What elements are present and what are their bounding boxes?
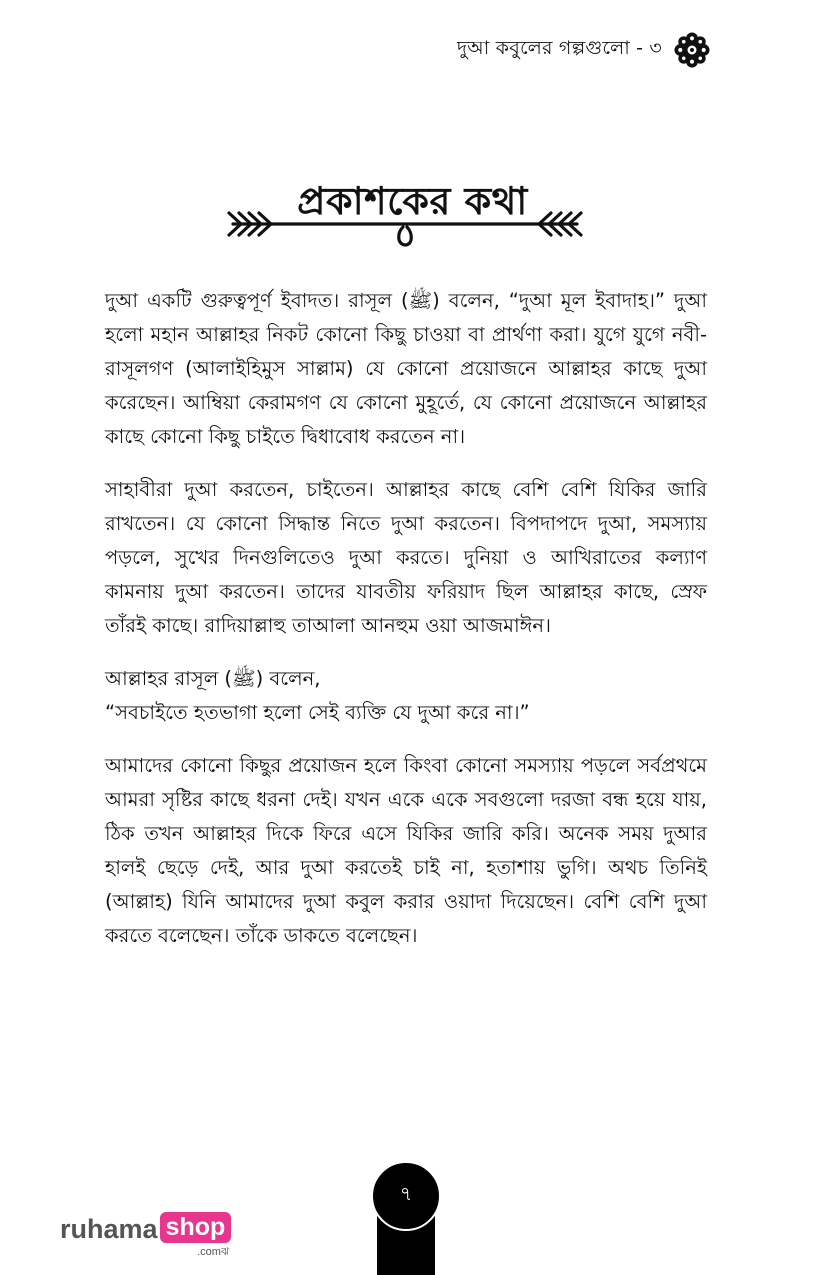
flower-ornament-icon [674, 32, 710, 68]
chapter-title: প্রকাশকের কথা [297, 179, 528, 223]
hadith-quote [105, 662, 707, 730]
body-text [105, 284, 707, 972]
logo-shop-text: shop [160, 1212, 232, 1243]
quote-text: “সবচাইতে হতভাগা হলো সেই ব্যক্তি যে দুআ করে না।” [105, 701, 530, 724]
logo-shop-badge [160, 1212, 232, 1258]
paragraph-2: সাহাবীরা দুআ করতেন, চাইতেন। আল্লাহর কাছে বেশি বেশি যিকির জারি রাখতেন। যে কোনো সিদ্ধান্ত নিতে দুআ করতেন। বিপদাপদে দুআ, সমস্যায় পড়লে, সুখের দিনগুলিতেও দুআ করতে। দুনিয়া ও আখিরাতের কল্যাণ কামনায় দুআ করতেন। তাদের যাবতীয় ফরিয়াদ ছিল আল্লাহর কাছে, স্রেফ তাঁরই কাছে। রাদিয়াল্লাহু তাআলা আনহুম ওয়া আজমাঈন। [105, 478, 707, 637]
quote-intro: আল্লাহর রাসূল (ﷺ) বলেন, [105, 667, 321, 690]
page-number-badge [371, 1161, 441, 1231]
logo-wordmark: ruhama [60, 1214, 158, 1244]
page-number: ৭ [399, 1183, 413, 1205]
paragraph-3: আমাদের কোনো কিছুর প্রয়োজন হলে কিংবা কোনো সমস্যায় পড়লে সর্বপ্রথমে আমরা সৃষ্টির কাছে ধরনা দেই। যখন একে একে সবগুলো দরজা বন্ধ হয়ে যায়, ঠিক তখন আল্লাহর দিকে ফিরে এসে যিকির জারি করি। অনেক সময় দুআর হালই ছেড়ে দেই, আর দুআ করতেই চাই না, হতাশায় ভুগি। অথচ তিনিই (আল্লাহ) যিনি আমাদের দুআ কবুল করার ওয়াদা দিয়েছেন। বেশি বেশি দুআ করতে বলেছেন। তাঁকে ডাকতে বলেছেন। [105, 754, 707, 947]
arrow-divider-ornament-icon [225, 205, 585, 253]
book-title: দুআ কবুলের গল্পগুলো - ৩ [457, 37, 662, 59]
logo-domain: .comঝ [197, 1246, 230, 1258]
paragraph-1: দুআ একটি গুরুত্বপূর্ণ ইবাদত। রাসূল (ﷺ) বলেন, “দুআ মূল ইবাদাহ।” দুআ হলো মহান আল্লাহর নিকট কোনো কিছু চাওয়া বা প্রার্থণা করা। যুগে যুগে নবী-রাসূলগণ (আলাইহিমুস সাল্লাম) যে কোনো প্রয়োজনে আল্লাহর কাছে দুআ করেছেন। আম্বিয়া কেরামগণ যে কোনো মুহূর্তে, যে কোনো প্রয়োজনে আল্লাহর কাছে কোনো কিছু চাইতে দ্বিধাবোধ করতেন না। [105, 289, 707, 448]
running-header [380, 30, 710, 70]
publisher-logo [60, 1212, 231, 1262]
